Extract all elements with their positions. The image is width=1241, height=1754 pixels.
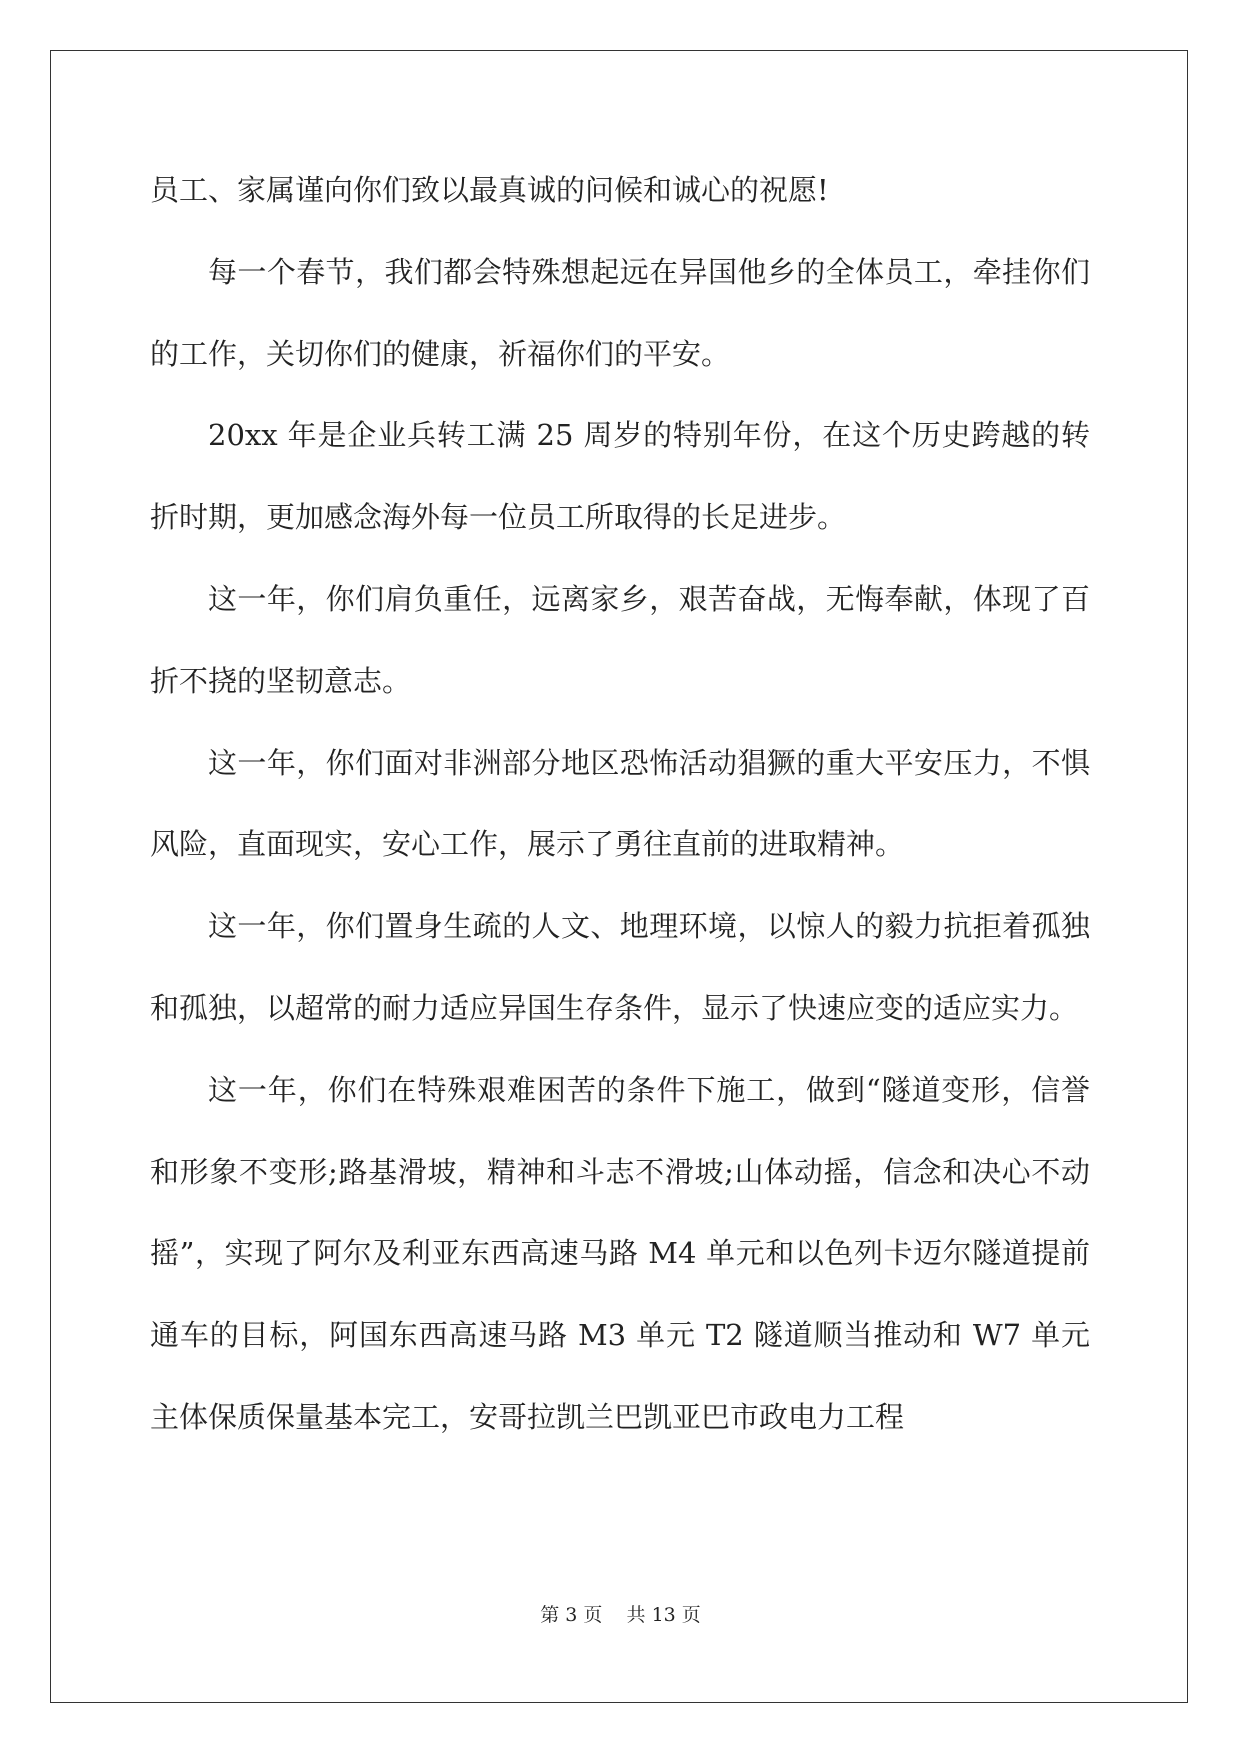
paragraph-5: 这一年，你们面对非洲部分地区恐怖活动猖獗的重大平安压力，不惧风险，直面现实，安心工作，展示了勇往直前的进取精神。 <box>150 745 1090 862</box>
page-number-footer: 第 3 页 共 13 页 <box>540 1604 701 1626</box>
paragraph-3: 20xx 年是企业兵转工满 25 周岁的特别年份，在这个历史跨越的转折时期，更加感念海外每一位员工所取得的长足进步。 <box>150 418 1090 535</box>
paragraph-4: 这一年，你们肩负重任，远离家乡，艰苦奋战，无悔奉献，体现了百折不挠的坚韧意志。 <box>150 581 1090 698</box>
document-body <box>150 150 1090 1459</box>
paragraph-2: 每一个春节，我们都会特殊想起远在异国他乡的全体员工，牵挂你们的工作，关切你们的健康，祈福你们的平安。 <box>150 254 1090 371</box>
paragraph-6: 这一年，你们置身生疏的人文、地理环境，以惊人的毅力抗拒着孤独和孤独，以超常的耐力适应异国生存条件，显示了快速应变的适应实力。 <box>150 909 1090 1025</box>
paragraph-7: 这一年，你们在特殊艰难困苦的条件下施工，做到“隧道变形，信誉和形象不变形;路基滑坡，精神和斗志不滑坡;山体动摇，信念和决心不动摇”，实现了阿尔及利亚东西高速马路 M4 单元和以色列卡迈尔隧道提前通车的目标，阿国东西高速马路 M3 单元 T2 隧道顺当推动和 W7 单元主体保质保量基本完工，安哥拉凯兰巴凯亚巴市政电力工程 <box>150 1072 1090 1434</box>
paragraph-1: 员工、家属谨向你们致以最真诚的问候和诚心的祝愿! <box>150 173 829 207</box>
